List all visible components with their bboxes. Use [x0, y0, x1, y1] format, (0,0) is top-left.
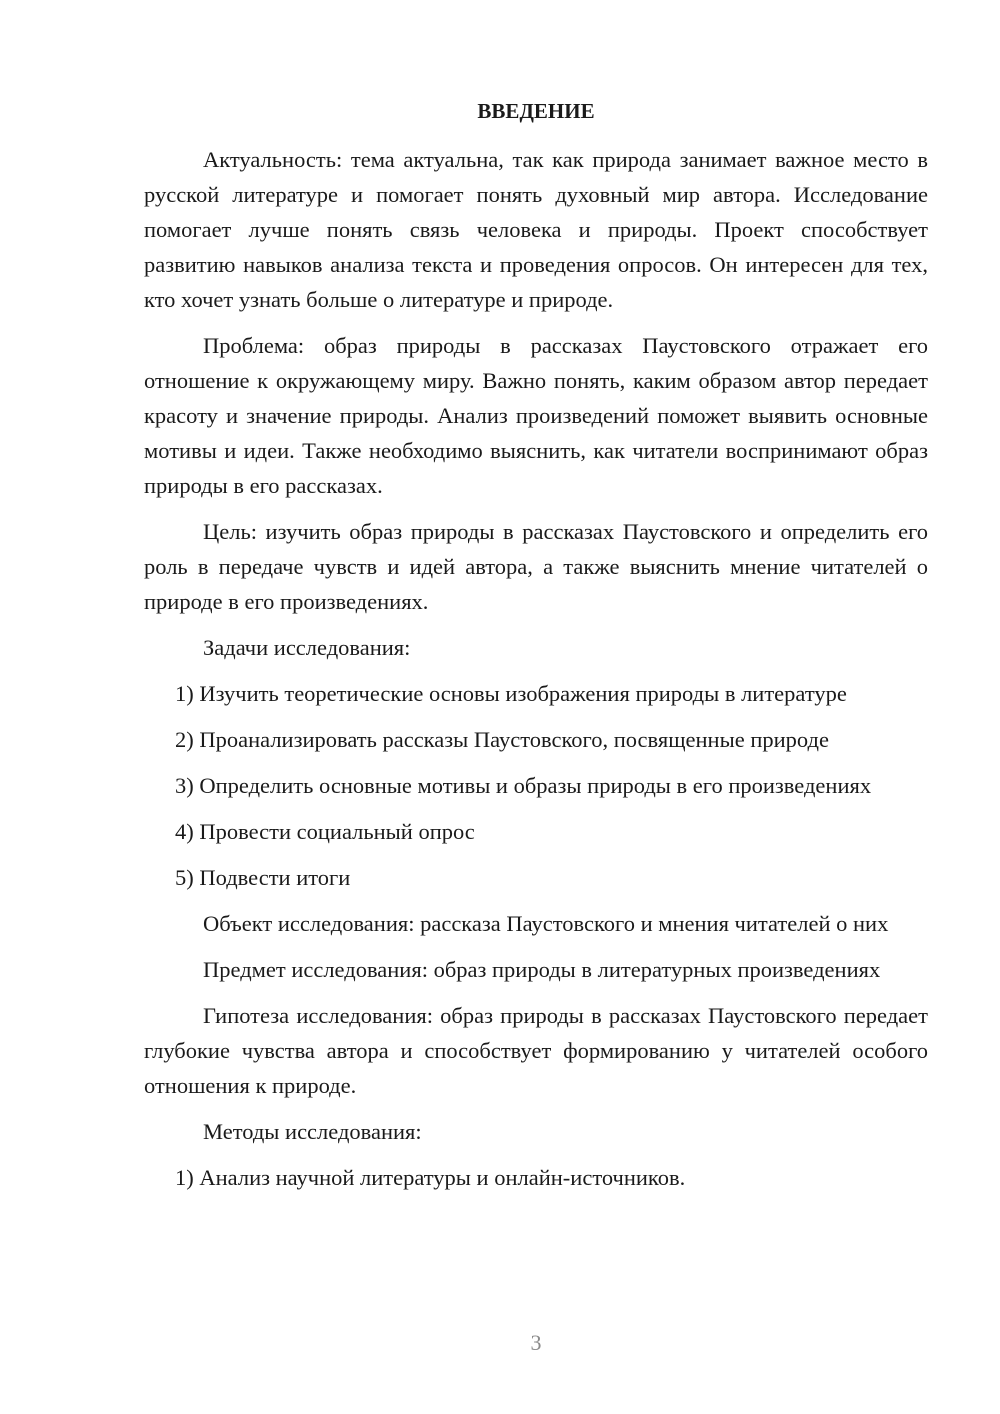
tasks-heading: Задачи исследования: — [203, 635, 411, 660]
hypothesis-paragraph: Гипотеза исследования: образ природы в рассказах Паустовского передает глубокие чувства автора и способствует формированию у читателей особого отношения к природе. — [144, 1003, 928, 1098]
method-item: 1) Анализ научной литературы и онлайн-источников. — [175, 1165, 686, 1190]
task-item: 1) Изучить теоретические основы изображения природы в литературе — [175, 681, 847, 706]
object-paragraph: Объект исследования: рассказа Паустовского и мнения читателей о них — [203, 911, 889, 936]
page-number: 3 — [530, 1330, 542, 1355]
goal-paragraph: Цель: изучить образ природы в рассказах Паустовского и определить его роль в передаче чувств и идей автора, а также выяснить мнение читателей о природе в его произведениях. — [144, 519, 928, 614]
subject-paragraph: Предмет исследования: образ природы в литературных произведениях — [203, 957, 881, 982]
task-item: 3) Определить основные мотивы и образы природы в его произведениях — [175, 773, 872, 798]
task-item: 5) Подвести итоги — [175, 865, 351, 890]
section-title: ВВЕДЕНИЕ — [477, 99, 595, 123]
methods-heading: Методы исследования: — [203, 1119, 422, 1144]
task-item: 2) Проанализировать рассказы Паустовского, посвященные природе — [175, 727, 829, 752]
task-item: 4) Провести социальный опрос — [175, 819, 475, 844]
problem-paragraph: Проблема: образ природы в рассказах Паустовского отражает его отношение к окружающему миру. Важно понять, каким образом автор передает красоту и значение природы. Анализ произведений поможет выявить основные мотивы и идеи. Также необходимо выяснить, как читатели воспринимают образ природы в его рассказах. — [144, 333, 928, 498]
relevance-paragraph: Актуальность: тема актуальна, так как природа занимает важное место в русской литературе и помогает понять духовный мир автора. Исследование помогает лучше понять связь человека и природы. Проект способствует развитию навыков анализа текста и проведения опросов. Он интересен для тех, кто хочет узнать больше о литературе и природе. — [144, 147, 928, 312]
document-page — [144, 94, 928, 1206]
